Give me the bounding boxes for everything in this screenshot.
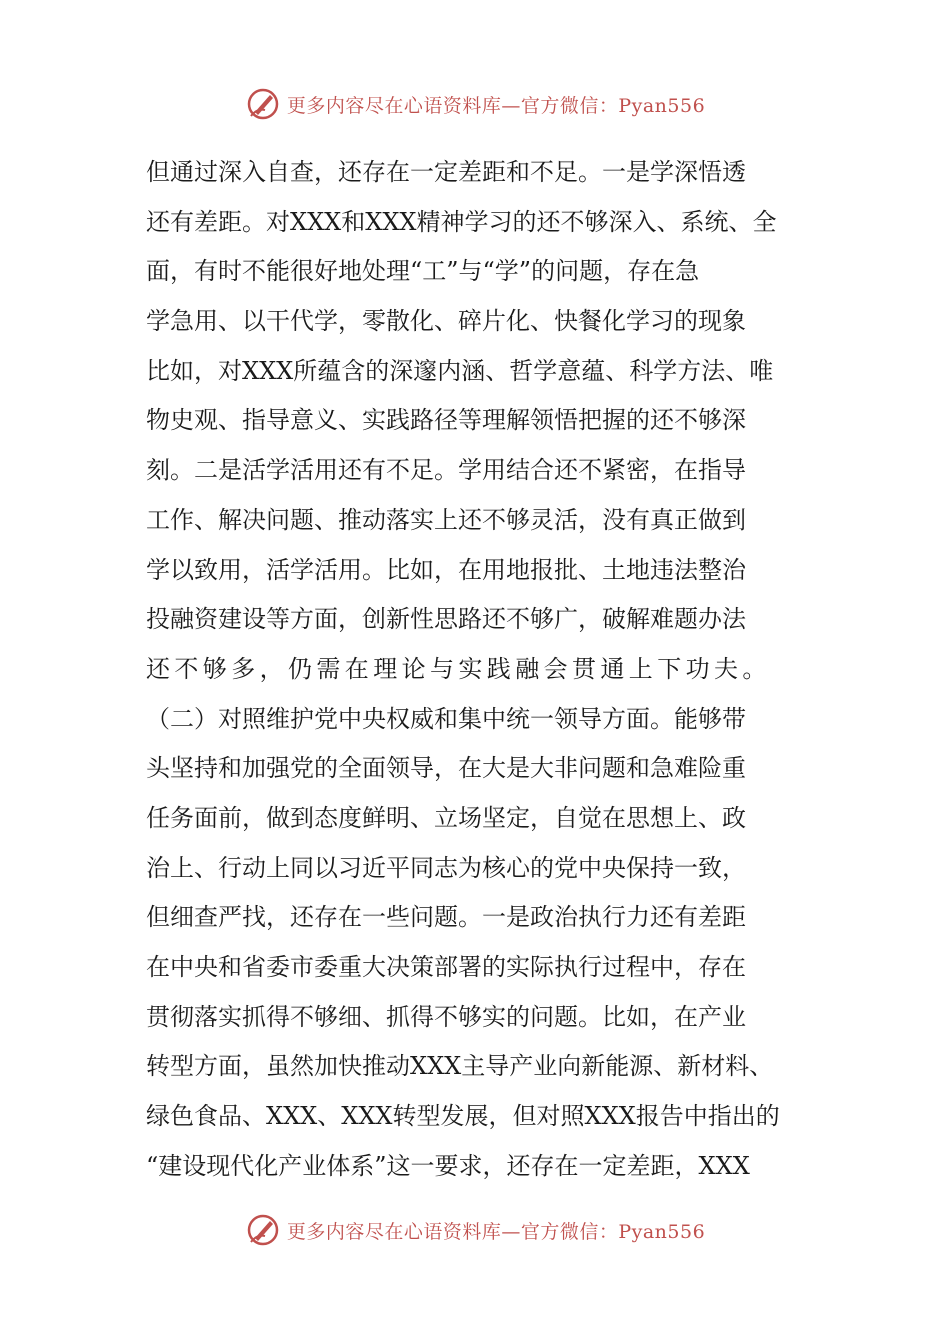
document-body xyxy=(146,148,810,1191)
body-line: 绿色食品、XXX、XXX转型发展，但对照XXX报告中指出的 xyxy=(146,1102,780,1131)
body-line: 贯彻落实抓得不够细、抓得不够实的问题。比如，在产业 xyxy=(146,1002,746,1031)
body-line: “建设现代化产业体系”这一要求，还存在一定差距，XXX xyxy=(146,1151,750,1180)
body-line: 在中央和省委市委重大决策部署的实际执行过程中，存在 xyxy=(146,953,746,981)
body-line: 投融资建设等方面，创新性思路还不够广，破解难题办法 xyxy=(146,605,746,634)
section-heading-line: （二）对照维护党中央权威和集中统一领导方面。能够带 xyxy=(146,704,746,733)
body-line: 还不够多，仍需在理论与实践融会贯通上下功夫。 xyxy=(146,654,771,683)
body-line: 工作、解决问题、推动落实上还不够灵活，没有真正做到 xyxy=(146,505,746,534)
body-line: 头坚持和加强党的全面领导，在大是大非问题和急难险重 xyxy=(146,754,746,783)
pen-seal-icon xyxy=(245,1212,281,1248)
pen-seal-icon xyxy=(245,86,281,122)
body-line: 比如，对XXX所蕴含的深邃内涵、哲学意蕴、科学方法、唯 xyxy=(146,356,774,385)
body-line: 但细查严找，还存在一些问题。一是政治执行力还有差距 xyxy=(146,903,746,932)
body-line: 刻。二是活学活用还有不足。学用结合还不紧密，在指导 xyxy=(146,456,746,485)
body-line: 转型方面，虽然加快推动XXX主导产业向新能源、新材料、 xyxy=(146,1052,774,1081)
body-line: 任务面前，做到态度鲜明、立场坚定，自觉在思想上、政 xyxy=(146,803,746,832)
body-line: 物史观、指导意义、实践路径等理解领悟把握的还不够深 xyxy=(146,406,746,435)
header-banner xyxy=(0,84,950,124)
body-line: 治上、行动上同以习近平同志为核心的党中央保持一致， xyxy=(146,853,746,882)
footer-banner xyxy=(0,1210,950,1250)
footer-text: 更多内容尽在心语资料库—官方微信：Pyan556 xyxy=(286,1220,706,1243)
body-line: 还有差距。对XXX和XXX精神学习的还不够深入、系统、全 xyxy=(146,207,777,236)
body-line: 但通过深入自查，还存在一定差距和不足。一是学深悟透 xyxy=(146,158,746,186)
body-line: 面，有时不能很好地处理“工”与“学”的问题，存在急 xyxy=(146,257,700,286)
body-line: 学以致用，活学活用。比如，在用地报批、土地违法整治 xyxy=(146,555,746,584)
header-text: 更多内容尽在心语资料库—官方微信：Pyan556 xyxy=(286,94,706,117)
body-line: 学急用、以干代学，零散化、碎片化、快餐化学习的现象 xyxy=(146,307,746,336)
